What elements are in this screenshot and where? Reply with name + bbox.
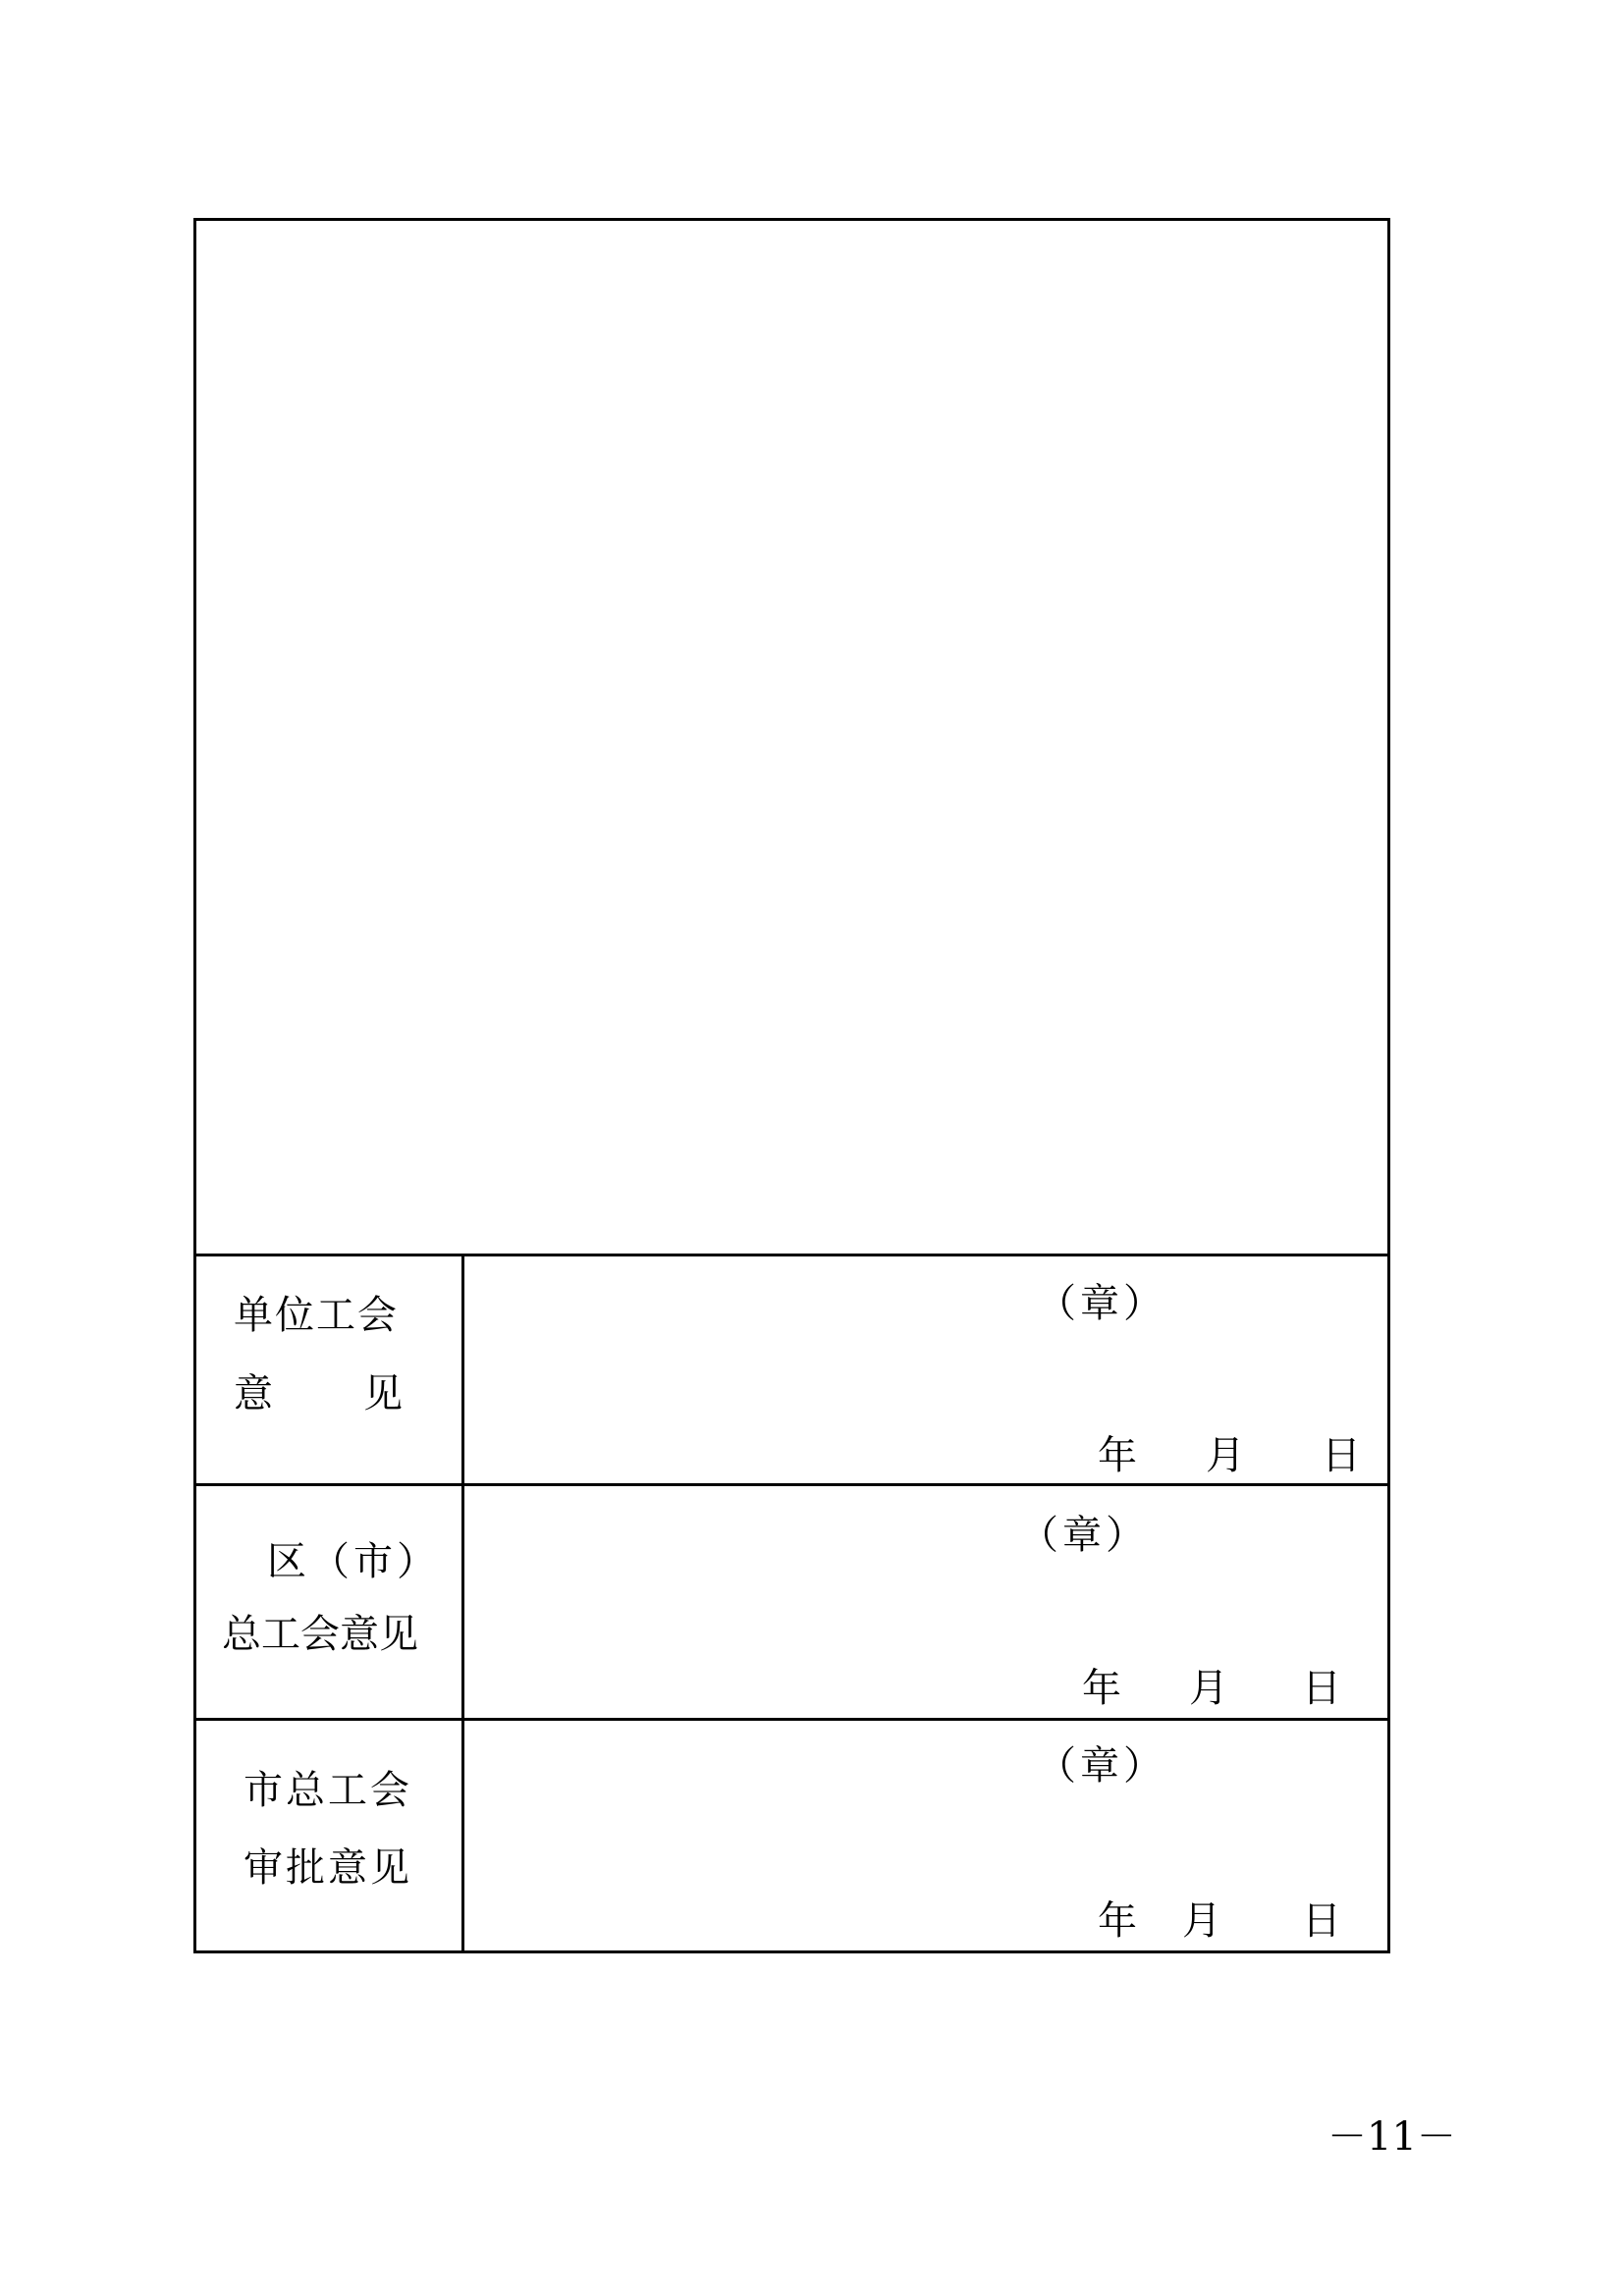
content-area[interactable] bbox=[196, 221, 1387, 1256]
date-year-label: 年 bbox=[1082, 1666, 1121, 1711]
row-label-line2: 意 见 bbox=[234, 1371, 406, 1416]
city-union-approval-row bbox=[196, 1721, 1387, 1950]
seal-label: （章） bbox=[1037, 1743, 1166, 1789]
date-month-label: 月 bbox=[1206, 1433, 1245, 1478]
row-label-line2: 审批意见 bbox=[244, 1845, 412, 1891]
date-month-label: 月 bbox=[1182, 1898, 1221, 1944]
date-year-label: 年 bbox=[1098, 1898, 1137, 1944]
approval-form-table bbox=[193, 218, 1390, 1953]
row-label-line1: 市总工会 bbox=[244, 1768, 412, 1813]
seal-label: （章） bbox=[1037, 1281, 1166, 1326]
seal-label: （章） bbox=[1019, 1513, 1149, 1558]
row-label-line1: 区（市） bbox=[267, 1539, 440, 1584]
district-union-opinion-label-cell bbox=[196, 1486, 464, 1718]
district-union-opinion-field[interactable] bbox=[464, 1486, 1387, 1718]
unit-union-opinion-label-cell bbox=[196, 1256, 464, 1483]
date-day-label: 日 bbox=[1322, 1433, 1361, 1478]
date-year-label: 年 bbox=[1098, 1433, 1137, 1478]
city-union-approval-field[interactable] bbox=[464, 1721, 1387, 1950]
unit-union-opinion-row bbox=[196, 1256, 1387, 1486]
date-month-label: 月 bbox=[1189, 1666, 1228, 1711]
page-number: －11－ bbox=[1327, 2114, 1456, 2160]
row-label-line2: 总工会意见 bbox=[222, 1612, 418, 1657]
date-day-label: 日 bbox=[1302, 1898, 1341, 1944]
date-day-label: 日 bbox=[1302, 1666, 1341, 1711]
unit-union-opinion-field[interactable] bbox=[464, 1256, 1387, 1483]
district-union-opinion-row bbox=[196, 1486, 1387, 1721]
row-label-line1: 单位工会 bbox=[234, 1293, 399, 1338]
city-union-approval-label-cell bbox=[196, 1721, 464, 1950]
